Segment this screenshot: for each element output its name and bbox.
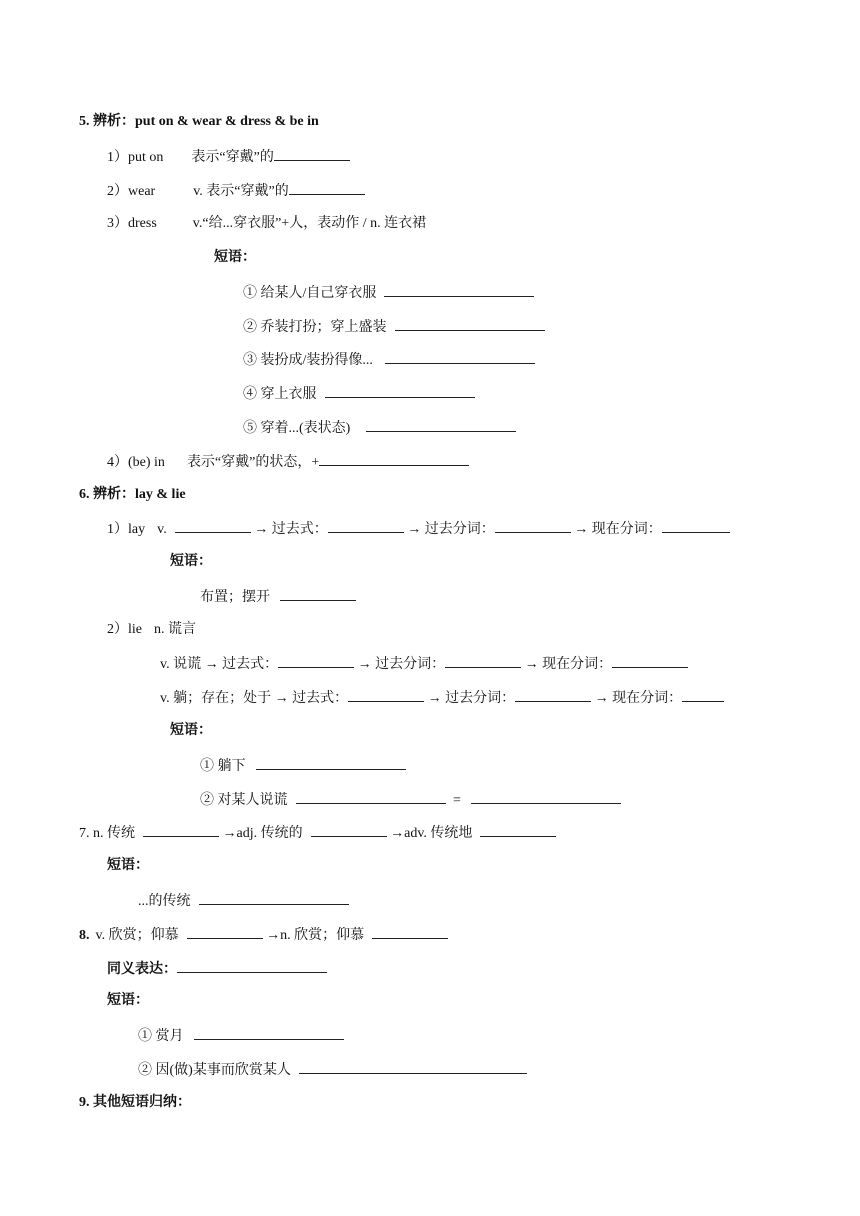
answer-blank[interactable]	[480, 823, 556, 837]
arrow-icon: →	[274, 691, 289, 706]
section-7-heading: 7. n. 传统	[79, 826, 135, 841]
arrow-icon: →	[204, 657, 219, 672]
pos-label: v. 躺；存在；处于	[160, 691, 272, 706]
pos-label: n. 谎言	[154, 622, 196, 637]
phrase-row	[243, 418, 516, 438]
phrase-label: 短语：	[170, 554, 212, 569]
section-7-row	[79, 823, 556, 843]
form-label: →adv. 传统地	[390, 826, 473, 841]
answer-blank[interactable]	[177, 959, 327, 973]
phrase-row	[243, 317, 545, 337]
answer-blank[interactable]	[289, 181, 365, 195]
phrase-text: ...的传统	[138, 894, 191, 909]
item-label: 1）put on	[107, 150, 164, 165]
item-label: 2）lie	[107, 622, 142, 637]
form-label: 过去分词：	[424, 522, 495, 537]
answer-blank[interactable]	[445, 654, 521, 668]
answer-blank[interactable]	[296, 790, 446, 804]
answer-blank[interactable]	[280, 587, 356, 601]
answer-blank[interactable]	[194, 1026, 344, 1040]
arrow-icon: →	[574, 522, 589, 537]
answer-blank[interactable]	[187, 925, 263, 939]
answer-blank[interactable]	[319, 452, 469, 466]
phrase-row	[138, 891, 349, 911]
section-8-row	[79, 925, 448, 945]
phrase-text: ① 躺下	[200, 759, 246, 774]
item-label: 1）lay	[107, 522, 146, 537]
answer-blank[interactable]	[385, 350, 535, 364]
equals-sign: =	[453, 793, 461, 808]
form-label: 现在分词：	[612, 691, 683, 706]
answer-blank[interactable]	[311, 823, 387, 837]
synonym-row	[107, 959, 327, 979]
pos-label: v.	[157, 522, 167, 537]
answer-blank[interactable]	[143, 823, 219, 837]
phrase-text: ① 给某人/自己穿衣服	[243, 286, 377, 301]
answer-blank[interactable]	[175, 519, 251, 533]
answer-blank[interactable]	[372, 925, 448, 939]
lie-forms-row-2	[160, 688, 724, 708]
section-6-heading: 6. 辨析：lay & lie	[79, 487, 186, 502]
lay-forms-row	[107, 519, 730, 539]
form-label: 过去式：	[222, 657, 279, 672]
phrase-text: ⑤ 穿着...(表状态)	[243, 421, 351, 436]
phrase-row	[138, 1026, 344, 1046]
item-text: v.“给...穿衣服”+人，表动作 / n. 连衣裙	[192, 216, 427, 231]
lie-forms-row-1	[160, 654, 688, 674]
item-wear	[107, 181, 365, 201]
form-label: 过去式：	[292, 691, 349, 706]
form-label: →n. 欣赏；仰慕	[266, 928, 365, 943]
phrase-text: ② 对某人说谎	[200, 793, 288, 808]
answer-blank[interactable]	[274, 147, 350, 161]
phrase-text: ③ 装扮成/装扮得像...	[243, 353, 373, 368]
answer-blank[interactable]	[256, 756, 406, 770]
form-label: →adj. 传统的	[222, 826, 303, 841]
answer-blank[interactable]	[662, 519, 730, 533]
arrow-icon: →	[594, 691, 609, 706]
phrase-text: ④ 穿上衣服	[243, 387, 317, 402]
pos-label: v. 说谎	[160, 657, 202, 672]
answer-blank[interactable]	[612, 654, 688, 668]
phrase-text: ② 因(做)某事而欣赏某人	[138, 1063, 291, 1078]
phrase-label: 短语：	[107, 993, 149, 1008]
section-9-heading: 9. 其他短语归纳：	[79, 1095, 191, 1110]
answer-blank[interactable]	[325, 384, 475, 398]
section-8-number: 8.	[79, 928, 90, 943]
form-label: v. 欣赏；仰慕	[95, 928, 179, 943]
answer-blank[interactable]	[515, 688, 591, 702]
lie-row	[107, 621, 196, 639]
form-label: 现在分词：	[542, 657, 613, 672]
phrase-text: ② 乔装打扮；穿上盛装	[243, 320, 387, 335]
item-put-on	[107, 147, 350, 167]
phrase-row	[200, 790, 621, 810]
answer-blank[interactable]	[366, 418, 516, 432]
phrase-text: ① 赏月	[138, 1029, 184, 1044]
answer-blank[interactable]	[395, 317, 545, 331]
answer-blank[interactable]	[384, 283, 534, 297]
phrase-row	[200, 756, 406, 776]
arrow-icon: →	[357, 657, 372, 672]
arrow-icon: →	[254, 522, 269, 537]
answer-blank[interactable]	[348, 688, 424, 702]
phrase-row	[200, 587, 356, 607]
form-label: 过去分词：	[445, 691, 516, 706]
arrow-icon: →	[407, 522, 422, 537]
synonym-label: 同义表达：	[107, 962, 177, 977]
phrase-text: 布置；摆开	[200, 590, 270, 605]
arrow-icon: →	[427, 691, 442, 706]
phrase-row	[243, 384, 475, 404]
answer-blank[interactable]	[495, 519, 571, 533]
item-label: 4）(be) in	[107, 455, 165, 470]
item-text: 表示“穿戴”的状态，+	[186, 455, 320, 470]
item-label: 3）dress	[107, 216, 157, 231]
answer-blank[interactable]	[278, 654, 354, 668]
item-text: 表示“穿戴”的	[191, 150, 274, 165]
answer-blank[interactable]	[328, 519, 404, 533]
item-text: v. 表示“穿戴”的	[193, 184, 289, 199]
arrow-icon: →	[524, 657, 539, 672]
phrase-label: 短语：	[170, 723, 212, 738]
form-label: 过去分词：	[375, 657, 446, 672]
form-label: 过去式：	[271, 522, 328, 537]
section-5-heading: 5. 辨析：put on & wear & dress & be in	[79, 114, 319, 129]
answer-blank[interactable]	[682, 688, 724, 702]
answer-blank[interactable]	[299, 1060, 527, 1074]
phrase-row	[243, 350, 535, 370]
item-be-in	[107, 452, 469, 472]
item-dress	[107, 215, 426, 233]
phrase-label: 短语：	[214, 250, 256, 265]
answer-blank[interactable]	[471, 790, 621, 804]
item-label: 2）wear	[107, 184, 156, 199]
answer-blank[interactable]	[199, 891, 349, 905]
phrase-row	[138, 1060, 527, 1080]
form-label: 现在分词：	[591, 522, 662, 537]
phrase-row	[243, 283, 534, 303]
phrase-label: 短语：	[107, 858, 149, 873]
